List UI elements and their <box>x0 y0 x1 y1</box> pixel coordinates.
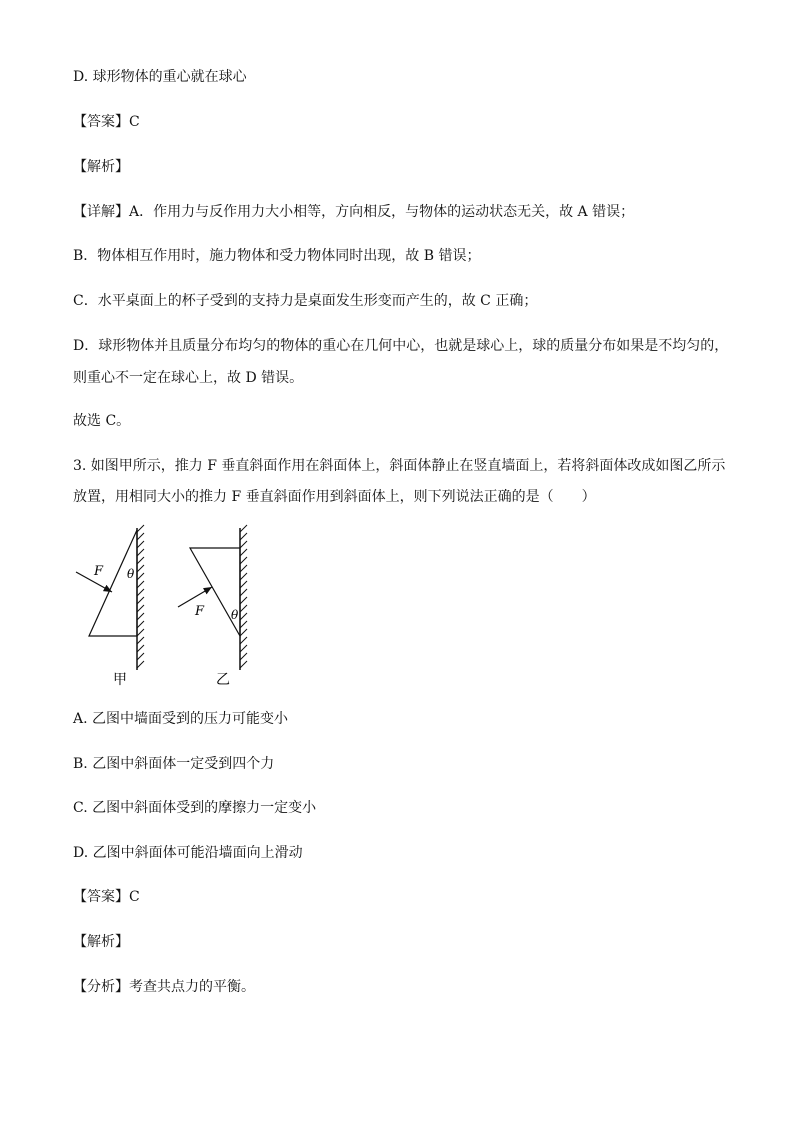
question-3-line-1: 3. 如图甲所示，推力 F 垂直斜面作用在斜面体上，斜面体静止在竖直墙面上，若将斜面体改成如图乙所示 <box>73 458 726 474</box>
option-d: D. 乙图中斜面体可能沿墙面向上滑动 <box>73 845 303 861</box>
figure <box>60 520 280 696</box>
option-b: B. 乙图中斜面体一定受到四个力 <box>73 756 275 772</box>
angle-label-left: θ <box>127 567 135 581</box>
answer-1: 【答案】C <box>73 114 140 130</box>
incline-block-right <box>190 548 240 636</box>
detail-a: 【详解】A．作用力与反作用力大小相等，方向相反，与物体的运动状态无关，故 A 错误； <box>73 204 635 220</box>
line-1: D. 球形物体的重心就在球心 <box>73 69 247 85</box>
detail-b: B．物体相互作用时，施力物体和受力物体同时出现，故 B 错误； <box>73 248 481 264</box>
angle-label-right: θ <box>231 608 239 622</box>
wall-right-hatch <box>240 525 247 668</box>
wall-left-hatch <box>137 525 144 668</box>
choice-conclusion: 故选 C。 <box>73 413 131 429</box>
analysis-note: 【分析】考查共点力的平衡。 <box>73 979 255 995</box>
answer-2: 【答案】C <box>73 889 140 905</box>
detail-d-1: D．球形物体并且质量分布均匀的物体的重心在几何中心，也就是球心上，球的质量分布如果是不均匀的， <box>73 338 729 354</box>
detail-d-2: 则重心不一定在球心上，故 D 错误。 <box>73 370 304 386</box>
caption-left: 甲 <box>113 672 127 688</box>
detail-c: C．水平桌面上的杯子受到的支持力是桌面发生形变而产生的，故 C 正确； <box>73 293 538 309</box>
force-label-right: F <box>195 604 205 619</box>
question-3-line-2: 放置，用相同大小的推力 F 垂直斜面作用到斜面体上，则下列说法正确的是（ ） <box>73 489 596 505</box>
analysis-1: 【解析】 <box>73 159 129 175</box>
option-c: C. 乙图中斜面体受到的摩擦力一定变小 <box>73 800 317 816</box>
caption-right: 乙 <box>216 672 230 688</box>
force-label-left: F <box>94 564 104 579</box>
option-a: A. 乙图中墙面受到的压力可能变小 <box>73 711 289 727</box>
incline-diagram <box>60 520 280 692</box>
analysis-2: 【解析】 <box>73 934 129 950</box>
